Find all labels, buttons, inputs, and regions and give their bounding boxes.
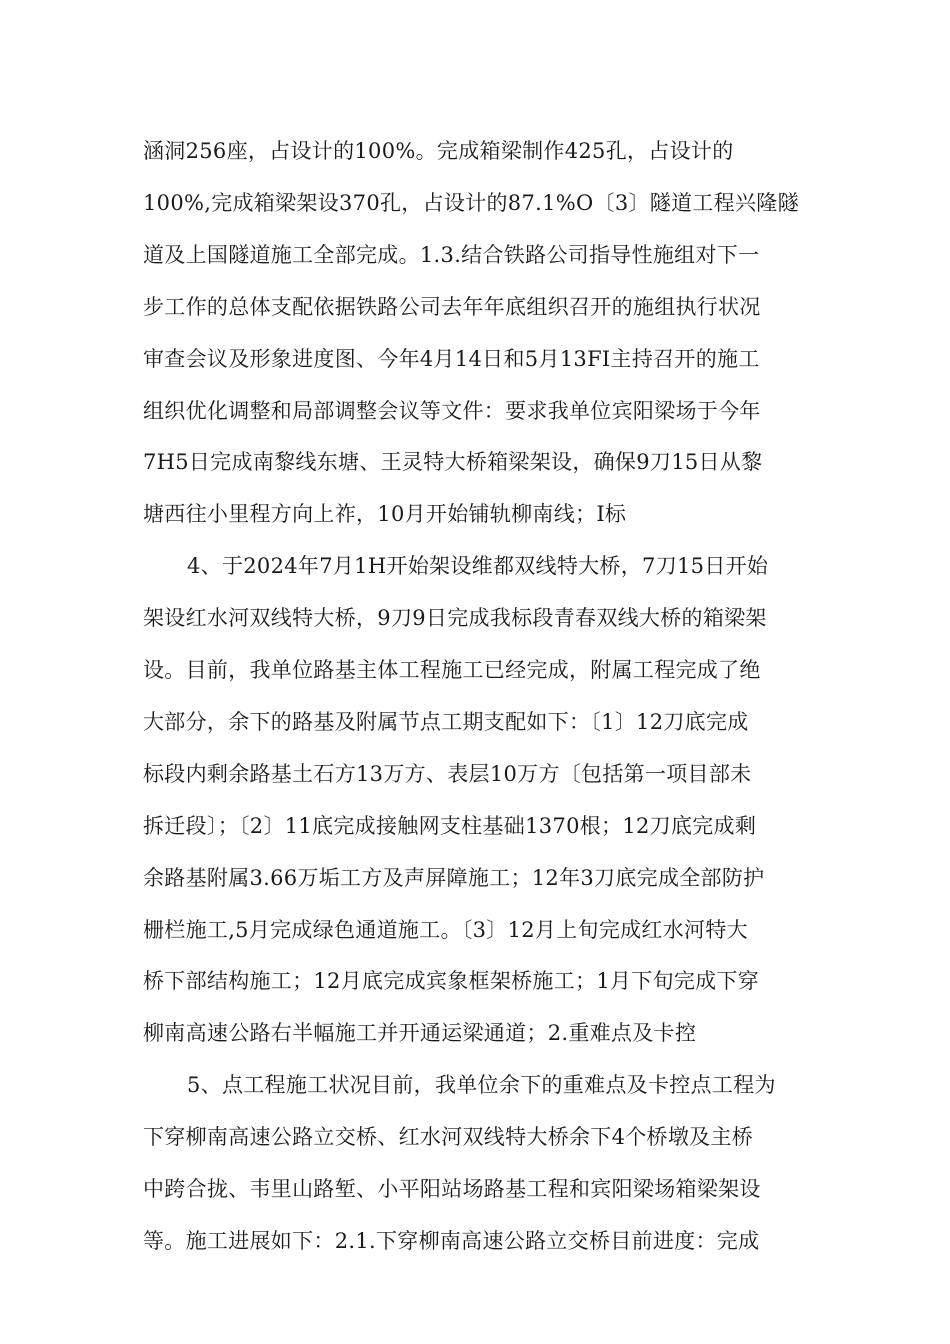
text-line: 栅栏施工,5月完成绿色通道施工。〔3〕12月上旬完成红水河特大 xyxy=(143,918,748,942)
text-line: 标段内剩余路基土石方13万方、表层10万方〔包括第一项目部未 xyxy=(143,762,752,786)
text-line: 7H5日完成南黎线东塘、王灵特大桥箱梁架设，确保9刀15日从黎 xyxy=(143,450,763,474)
text-line: 余路基附属3.66万垢工方及声屏障施工；12年3刀底完成全部防护 xyxy=(143,866,765,890)
text-line: 100%,完成箱梁架设370孔，占设计的87.1%O〔3〕隧道工程兴隆隧 xyxy=(143,191,799,215)
text-line: 下穿柳南高速公路立交桥、红水河双线特大桥余下4个桥墩及主桥 xyxy=(143,1125,754,1149)
text-line: 拆迁段〕；〔2〕11底完成接触网支柱基础1370根；12刀底完成剩 xyxy=(143,814,757,838)
text-line: 设。目前，我单位路基主体工程施工已经完成，附属工程完成了绝 xyxy=(143,658,761,682)
text-line: 等。施工进展如下：2.1.下穿柳南高速公路立交桥目前进度：完成 xyxy=(143,1229,760,1253)
text-line: 架设红水河双线特大桥，9刀9日完成我标段青春双线大桥的箱梁架 xyxy=(143,606,767,630)
text-line: 柳南高速公路右半幅施工并开通运梁通道；2.重难点及卡控 xyxy=(143,1021,697,1045)
text-line: 道及上国隧道施工全部完成。1.3.结合铁路公司指导性施组对下一 xyxy=(143,243,760,267)
paragraph-first-line: 5、点工程施工状况目前，我单位余下的重难点及卡控点工程为 xyxy=(187,1073,776,1097)
text-line: 涵洞256座，占设计的100%。完成箱梁制作425孔，占设计的 xyxy=(143,139,734,163)
text-line: 桥下部结构施工；12月底完成宾象框架桥施工；1月下旬完成下穿 xyxy=(143,969,760,993)
text-line: 大部分，余下的路基及附属节点工期支配如下：〔1〕12刀底完成 xyxy=(143,710,749,734)
text-line: 审查会议及形象进度图、今年4月14日和5月13FI主持召开的施工 xyxy=(143,347,760,371)
text-line: 塘西往小里程方向上祚，10月开始铺轨柳南线；I标 xyxy=(143,502,627,526)
text-line: 中跨合拢、韦里山路堑、小平阳站场路基工程和宾阳梁场箱梁架设 xyxy=(143,1177,761,1201)
text-line: 组织优化调整和局部调整会议等文件：要求我单位宾阳梁场于今年 xyxy=(143,399,761,423)
paragraph-first-line: 4、于2024年7月1H开始架设维都双线特大桥，7刀15日开始 xyxy=(187,554,769,578)
text-line: 步工作的总体支配依据铁路公司去年年底组织召开的施组执行状况 xyxy=(143,295,761,319)
